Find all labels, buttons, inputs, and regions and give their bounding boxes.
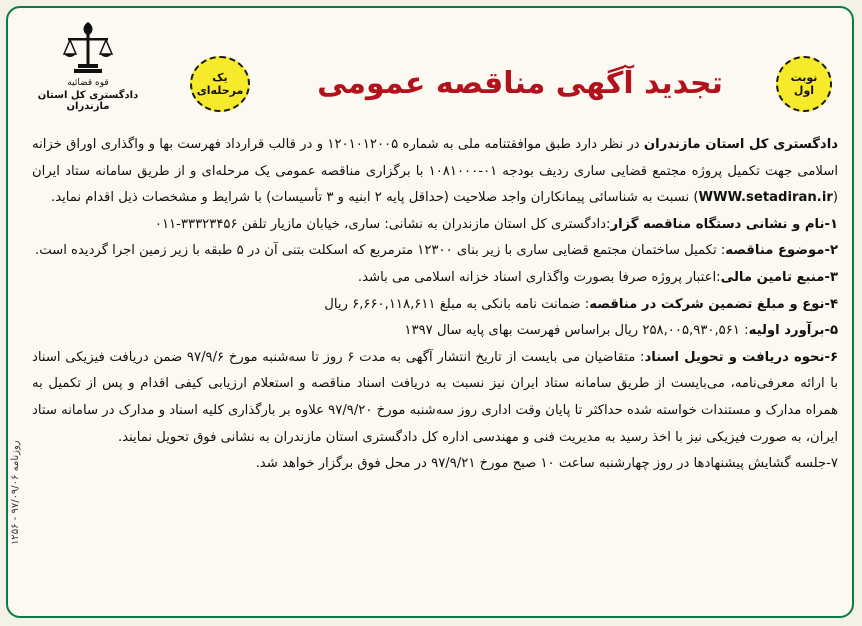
intro-text: در نظر دارد طبق موافقتنامه ملی به شماره ۱۲۰۱۰۱۲۰۰۵ و در قالب قرارداد فهرست بها و واگذاری اوراق خزانه اسلامی جهت تکمیل پروژه مجتمع قضایی ساری ردیف بودجه ۰۱-۱۰۸۱۰۰۰ با برگزاری مناقصه عمومی یک مرحله‌ای و از طریق سامانه ستاد ایران ( — [32, 137, 839, 206]
intro-tail: ) نسبت به شناسائی پیمانکاران واجد صلاحیت (حداقل پایه ۲ ابنیه و ۳ تأسیسات) با شرایط و مشخصات ذیل اقدام نماید. — [51, 190, 699, 206]
item-text: : ۲۵۸,۰۰۵,۹۳۰,۵۶۱ ریال براساس فهرست بهای پایه سال ۱۳۹۷ — [404, 323, 749, 339]
list-item — [32, 318, 838, 345]
setadiran-link[interactable]: WWW.setadiran.ir — [698, 190, 833, 206]
list-item — [32, 238, 838, 265]
list-item — [32, 265, 838, 292]
org-label: دادگستری کل استان مازندران — [37, 90, 139, 112]
notice-frame — [6, 6, 854, 618]
intro-paragraph — [32, 132, 838, 212]
item-label: ۶-نحوه دریافت و تحویل اسناد — [644, 349, 838, 365]
item-text: : متقاضیان می بایست از تاریخ انتشار آگهی به مدت ۶ روز تا سه‌شنبه مورخ ۹۷/۹/۶ ضمن دریافت فیزیکی اسناد با ارائه معرفی‌نامه، می‌بایست از طریق سامانه ستاد ایران نیز نسبت به دریافت اسناد مناقصه و استعلام ارزیابی کیفی اقدام و پس از تکمیل به همراه مدارک و مستندات خواسته شده حداکثر تا پایان وقت اداری روز سه‌شنبه مورخ ۹۷/۹/۲۰ علاوه بر بارگذاری کلیه اسناد و مدارک در سامانه ستاد ایران، به صورت فیزیکی نیز با اخذ رسید به مدیریت فنی و مهندسی اداره کل دادگستری استان مازندران به نشانی فوق تحویل نمایند. — [32, 349, 838, 445]
notice-header — [20, 14, 840, 124]
notice-body — [32, 132, 838, 478]
item-label: ۵-برآورد اولیه — [748, 323, 838, 339]
list-item — [32, 451, 838, 478]
notice-title: تجدید آگهی مناقصه عمومی — [317, 66, 723, 101]
badge-one-stage: یک مرحله‌ای — [190, 56, 250, 112]
judiciary-emblem — [28, 18, 148, 118]
item-text: : ضمانت نامه بانکی به مبلغ ۶,۶۶۰,۱۱۸,۶۱۱ ریال — [324, 296, 590, 312]
intro-org: دادگستری کل استان مازندران — [643, 137, 838, 152]
item-text: :اعتبار پروژه صرفا بصورت واگذاری اسناد خزانه اسلامی می باشد. — [357, 269, 721, 285]
item-text: ۷-جلسه گشایش پیشنهادها در روز چهارشنبه ساعت ۱۰ صبح مورخ ۹۷/۹/۲۱ در محل فوق برگزار خواهد شد. — [255, 456, 838, 472]
side-strip-text: روزنامه ۹۷/۰۹/۰۶ - ۱۲۵۶ — [10, 440, 21, 546]
item-label: ۱-نام و نشانی دستگاه مناقصه گزار — [610, 216, 838, 232]
item-label: ۴-نوع و مبلغ تضمین شرکت در مناقصه — [589, 296, 838, 312]
item-label: ۲-موضوع مناقصه — [725, 243, 838, 259]
scales-emblem-icon — [60, 18, 116, 80]
item-label: ۳-منبع تامین مالی — [720, 269, 838, 285]
item-text: : تکمیل ساختمان مجتمع قضایی ساری با زیر بنای ۱۲۳۰۰ مترمربع که اسکلت بتنی آن در ۵ طبقه با زیر زمین اجرا گردیده است. — [35, 243, 726, 259]
item-text: :دادگستری کل استان مازندران به نشانی: ساری، خیابان مازیار تلفن ۳۳۳۲۳۴۵۶-۰۱۱ — [154, 216, 611, 232]
list-item — [32, 345, 838, 451]
list-item — [32, 292, 838, 319]
emblem-caption: قوه قضائیه — [67, 78, 109, 88]
badge-first-round: نوبت اول — [776, 56, 832, 112]
list-item — [32, 212, 838, 239]
